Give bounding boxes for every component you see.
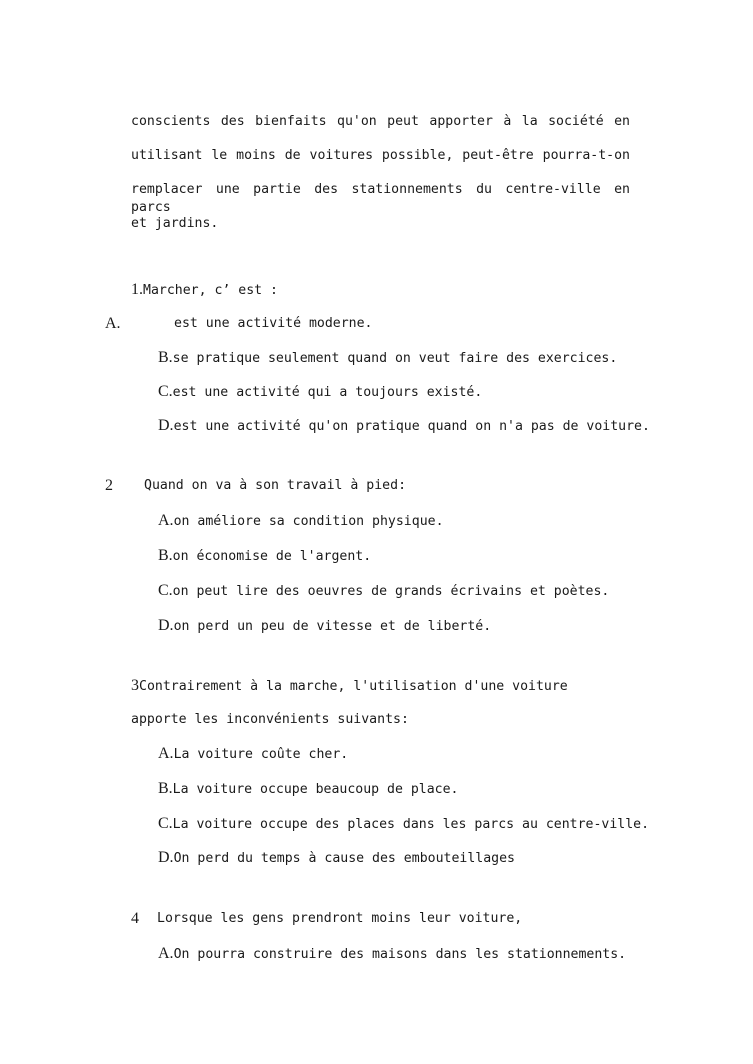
option-text: La voiture coûte cher. xyxy=(173,747,349,762)
option-label: A. xyxy=(105,315,121,332)
option-label: A. xyxy=(158,512,174,529)
question-text: Lorsque les gens prendront moins leur voiture, xyxy=(157,911,523,926)
question-number: 2 xyxy=(105,477,113,494)
option-text: On perd du temps à cause des embouteillages xyxy=(173,851,515,866)
question-stem xyxy=(131,281,278,300)
option-b xyxy=(158,349,617,368)
passage-line: et jardins. xyxy=(131,216,219,231)
option-b xyxy=(158,547,371,566)
option-text: La voiture occupe beaucoup de place. xyxy=(172,782,459,797)
option-a xyxy=(158,945,626,964)
question-text: Marcher, c’ est : xyxy=(143,283,278,298)
option-text: se pratique seulement quand on veut faire des exercices. xyxy=(172,351,618,366)
option-text: est une activité qu'on pratique quand on n'a pas de voiture. xyxy=(173,419,650,434)
option-text: on peut lire des oeuvres de grands écrivains et poètes. xyxy=(172,584,610,599)
option-label: D. xyxy=(158,417,174,434)
option-text: on économise de l'argent. xyxy=(172,549,372,564)
option-text: On pourra construire des maisons dans les stationnements. xyxy=(173,947,627,962)
passage-line: conscients des bienfaits qu'on peut apporter à la société en xyxy=(131,114,630,129)
option-label: D. xyxy=(158,617,174,634)
option-b xyxy=(158,780,459,799)
option-a xyxy=(158,745,348,764)
question-number: 3 xyxy=(131,677,139,694)
option-a xyxy=(105,315,121,334)
option-c xyxy=(158,815,649,834)
option-label: A. xyxy=(158,745,174,762)
passage-line: utilisant le moins de voitures possible, peut-être pourra-t-on xyxy=(131,148,630,163)
option-label: C. xyxy=(158,582,173,599)
option-label: C. xyxy=(158,383,173,400)
option-c xyxy=(158,582,609,601)
passage-line: remplacer une partie des stationnements du centre-ville en parcs xyxy=(131,182,630,215)
option-a-text: est une activité moderne. xyxy=(174,316,373,331)
option-text: on améliore sa condition physique. xyxy=(173,514,444,529)
question-text: Quand on va à son travail à pied: xyxy=(144,478,407,493)
option-label: B. xyxy=(158,780,173,797)
question-number-line xyxy=(131,910,139,929)
option-text: on perd un peu de vitesse et de liberté. xyxy=(173,619,492,634)
option-label: A. xyxy=(158,945,174,962)
question-text-continued: apporte les inconvénients suivants: xyxy=(131,712,409,727)
option-d xyxy=(158,849,515,868)
option-d xyxy=(158,617,491,636)
question-number-line xyxy=(105,477,113,496)
question-number: 1. xyxy=(131,281,143,298)
option-a xyxy=(158,512,444,531)
question-number: 4 xyxy=(131,910,139,927)
option-text: est une activité qui a toujours existé. xyxy=(172,385,483,400)
option-d xyxy=(158,417,650,436)
option-text: La voiture occupe des places dans les parcs au centre-ville. xyxy=(172,817,650,832)
option-label: B. xyxy=(158,349,173,366)
question-stem xyxy=(131,677,568,696)
option-label: C. xyxy=(158,815,173,832)
option-c xyxy=(158,383,482,402)
option-label: B. xyxy=(158,547,173,564)
question-text: Contrairement à la marche, l'utilisation d'une voiture xyxy=(139,679,568,694)
option-label: D. xyxy=(158,849,174,866)
